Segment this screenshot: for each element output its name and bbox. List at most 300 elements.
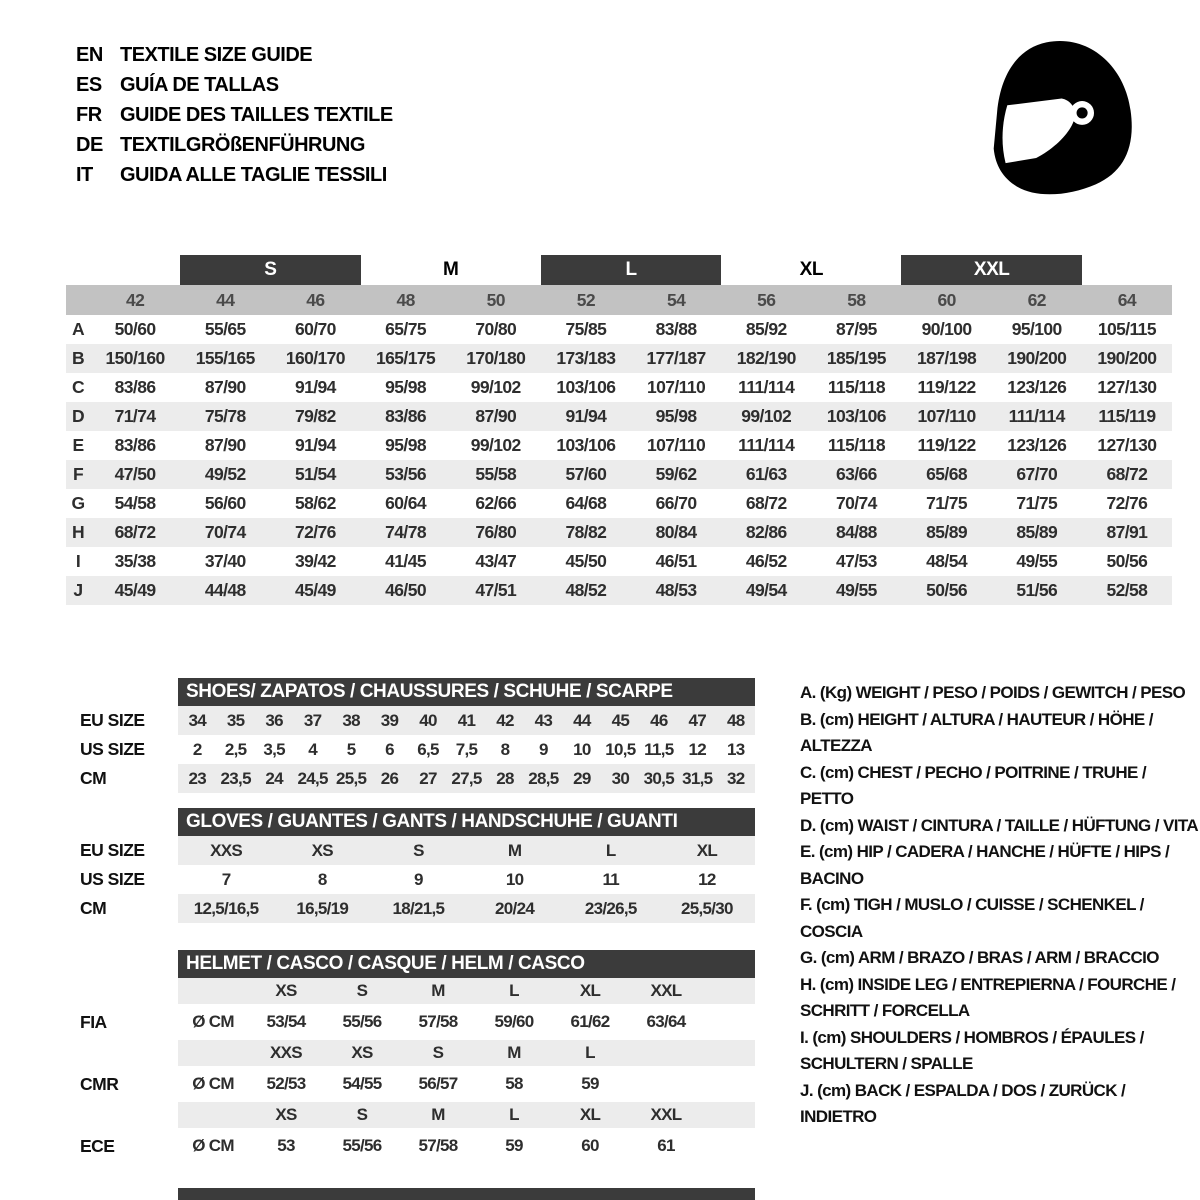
gloves-section (0, 808, 780, 923)
measure-value: 74/78 (385, 522, 426, 542)
legend-item: B. (cm) HEIGHT / ALTURA / HAUTEUR / HÖHE / ALTEZZA (800, 709, 1153, 755)
measure-value: 46/52 (745, 551, 787, 571)
standard-label: ECE (80, 1135, 115, 1156)
size-value: 6,5 (417, 739, 439, 759)
measure-value: 115/118 (827, 435, 885, 455)
size-value: S (413, 840, 424, 860)
measure-value: 111/114 (738, 377, 795, 397)
measure-value: 87/95 (836, 319, 877, 339)
measure-value: 46/51 (655, 551, 697, 571)
legend-item: C. (cm) CHEST / PECHO / POITRINE / TRUHE / PETTO (800, 762, 1147, 808)
size-value: 48 (727, 710, 745, 730)
helmet-size-label: M (431, 981, 445, 1000)
size-value: 9 (414, 869, 423, 889)
measure-value: 70/80 (475, 319, 517, 339)
measure-value: 90/100 (921, 319, 972, 339)
measure-row-h (66, 518, 1172, 547)
language-row (76, 70, 676, 100)
size-group-xl: XL (799, 259, 823, 280)
measure-value: 52/58 (1106, 580, 1148, 600)
row-label: E (72, 435, 84, 455)
unit-label: Ø CM (192, 1012, 234, 1031)
helmet-value-row-fia (0, 1004, 780, 1040)
measure-value: 64/68 (565, 493, 607, 513)
measure-value: 85/92 (745, 319, 787, 339)
numeric-size: 50 (486, 289, 505, 310)
numeric-size: 48 (396, 289, 415, 310)
measure-value: 56/60 (204, 493, 246, 513)
measure-value: 47/50 (114, 464, 156, 484)
numeric-size: 52 (576, 289, 596, 310)
helmet-value: 58 (505, 1074, 523, 1093)
language-code: IT (76, 163, 93, 186)
measure-row-i (66, 547, 1172, 576)
measure-value: 46/50 (385, 580, 426, 600)
measure-value: 95/98 (655, 406, 697, 426)
measure-value: 76/80 (475, 522, 517, 542)
size-value: 41 (457, 710, 476, 730)
measure-value: 70/74 (836, 493, 877, 513)
measure-value: 68/72 (114, 522, 156, 542)
size-value: 10 (505, 869, 524, 889)
measure-value: 99/102 (741, 406, 792, 426)
measure-value: 91/94 (295, 435, 336, 455)
measure-value: 185/195 (826, 348, 886, 368)
measure-value: 87/90 (475, 406, 517, 426)
helmet-value: 59 (581, 1074, 599, 1093)
legend-item: J. (cm) BACK / ESPALDA / DOS / ZURÜCK / INDIETRO (800, 1080, 1126, 1126)
size-row-label: EU SIZE (80, 840, 145, 860)
language-title: GUIDE DES TAILLES TEXTILE (120, 103, 393, 126)
measure-value: 49/55 (1016, 551, 1058, 571)
measure-value: 75/78 (204, 406, 246, 426)
helmet-value: 61/62 (570, 1012, 610, 1031)
measure-value: 45/49 (114, 580, 156, 600)
legend-item: H. (cm) INSIDE LEG / ENTREPIERNA / FOURCHE / SCHRITT / FORCELLA (800, 974, 1176, 1020)
language-code: DE (76, 133, 103, 156)
helmet-value: 63/64 (646, 1012, 686, 1031)
shoes-section (0, 678, 780, 793)
measure-value: 75/85 (565, 319, 607, 339)
measure-row-c (66, 373, 1172, 402)
measure-value: 71/75 (926, 493, 967, 513)
helmet-section (0, 950, 780, 1164)
size-row-cm (0, 764, 780, 793)
size-value: 45 (611, 710, 630, 730)
size-row-cm (0, 894, 780, 923)
helmet-size-label: XL (579, 1105, 601, 1124)
measure-value: 53/56 (385, 464, 426, 484)
legend-item: I. (cm) SHOULDERS / HOMBROS / ÉPAULES / SCHULTERN / SPALLE (800, 1027, 1144, 1073)
size-value: 10 (573, 739, 591, 759)
size-value: 23/26,5 (584, 898, 637, 918)
measure-value: 85/89 (926, 522, 967, 542)
row-label: I (75, 551, 81, 571)
legend-item: A. (Kg) WEIGHT / PESO / POIDS / GEWITCH / PESO (800, 683, 1186, 702)
row-label: A (71, 319, 85, 339)
size-value: 28 (496, 768, 514, 788)
helmet-size-band (178, 1040, 755, 1066)
helmet-value-band (178, 1004, 755, 1040)
size-value: 23,5 (220, 768, 251, 788)
row-label: F (72, 464, 84, 484)
size-group-header-row (66, 255, 1172, 285)
size-value: 5 (346, 739, 356, 759)
helmet-size-label: L (509, 981, 519, 1000)
measure-row-j (66, 576, 1172, 605)
measurement-legend (800, 680, 1200, 1131)
helmet-value-row-ece (0, 1128, 780, 1164)
measure-value: 45/49 (295, 580, 336, 600)
size-value: 12 (698, 869, 716, 889)
measure-value: 72/76 (1106, 493, 1148, 513)
size-row-band (178, 706, 755, 735)
size-group-m: M (443, 259, 459, 280)
size-group-xxl: XXL (901, 255, 1081, 285)
size-value: 30,5 (643, 768, 674, 788)
size-value: 26 (380, 768, 399, 788)
measure-value: 107/110 (647, 377, 706, 397)
helmet-size-label: XXL (650, 981, 682, 1000)
helmet-size-label: XS (351, 1043, 373, 1062)
helmet-size-label: XXS (270, 1043, 302, 1062)
numeric-size: 44 (216, 289, 235, 310)
size-value: 30 (611, 768, 630, 788)
size-value: 25,5/30 (680, 898, 733, 918)
size-value: 8 (500, 739, 510, 759)
measure-value: 123/126 (1007, 377, 1067, 397)
measure-value: 127/130 (1097, 377, 1157, 397)
measure-value: 99/102 (470, 435, 521, 455)
measure-value: 78/82 (565, 522, 607, 542)
size-value: 20/24 (495, 898, 535, 918)
row-label: J (73, 580, 83, 600)
measure-value: 173/183 (556, 348, 616, 368)
measure-value: 47/53 (836, 551, 877, 571)
helmet-size-row-cmr (0, 1040, 780, 1066)
measure-value: 60/70 (295, 319, 336, 339)
measure-value: 155/165 (195, 348, 255, 368)
measure-value: 59/62 (655, 464, 697, 484)
measure-row-g (66, 489, 1172, 518)
numeric-size: 42 (125, 289, 145, 310)
helmet-value: 53/54 (266, 1012, 306, 1031)
measure-value: 177/187 (646, 348, 706, 368)
measure-value: 54/58 (114, 493, 156, 513)
size-value: 27 (419, 768, 437, 788)
language-row (76, 160, 676, 190)
numeric-size-row (66, 285, 1172, 315)
size-row-label: US SIZE (80, 739, 145, 759)
measure-value: 80/84 (655, 522, 697, 542)
legend-item: E. (cm) HIP / CADERA / HANCHE / HÜFTE / HIPS / BACINO (800, 842, 1170, 888)
language-row (76, 130, 676, 160)
measure-value: 49/54 (745, 580, 787, 600)
row-label: D (71, 406, 85, 426)
size-row-eu-size (0, 836, 780, 865)
measure-value: 48/54 (926, 551, 967, 571)
numeric-size: 46 (306, 289, 325, 310)
size-value: 24,5 (297, 768, 328, 788)
size-value: 9 (539, 739, 548, 759)
measure-value: 37/40 (204, 551, 246, 571)
size-value: 24 (265, 768, 283, 788)
measure-value: 119/122 (917, 377, 976, 397)
measure-value: 187/198 (917, 348, 977, 368)
size-row-eu-size (0, 706, 780, 735)
size-value: 10,5 (605, 739, 636, 759)
size-value: 27,5 (451, 768, 482, 788)
measure-value: 91/94 (295, 377, 336, 397)
measure-value: 62/66 (475, 493, 517, 513)
measure-value: 160/170 (285, 348, 345, 368)
size-value: 4 (308, 739, 317, 759)
size-value: 35 (226, 710, 245, 730)
helmet-size-label: M (507, 1043, 521, 1062)
size-row-label: EU SIZE (80, 710, 145, 730)
numeric-size: 54 (666, 289, 686, 310)
helmet-value: 61 (657, 1136, 675, 1155)
measure-value: 48/52 (565, 580, 607, 600)
helmet-size-label: S (432, 1043, 444, 1062)
cutoff-section-bar (178, 1188, 755, 1200)
helmet-value: 55/56 (342, 1136, 382, 1155)
standard-label: FIA (80, 1011, 107, 1032)
size-value: 36 (265, 710, 283, 730)
size-value: 11,5 (644, 739, 674, 759)
size-value: 32 (727, 768, 745, 788)
size-value: 34 (188, 710, 206, 730)
measure-value: 103/106 (556, 435, 616, 455)
measure-value: 65/68 (926, 464, 967, 484)
legend-item: D. (cm) WAIST / CINTURA / TAILLE / HÜFTUNG / VITA (800, 815, 1199, 835)
measure-value: 47/51 (475, 580, 517, 600)
measure-value: 55/65 (204, 319, 246, 339)
helmet-value: 59 (505, 1136, 523, 1155)
measure-value: 41/45 (385, 551, 426, 571)
size-row-label: US SIZE (80, 869, 145, 889)
measure-value: 71/74 (114, 406, 156, 426)
size-value: 23 (188, 768, 206, 788)
measure-value: 83/86 (114, 377, 156, 397)
measure-value: 127/130 (1097, 435, 1157, 455)
measure-value: 72/76 (295, 522, 336, 542)
size-value: 39 (380, 710, 399, 730)
measure-value: 49/55 (836, 580, 877, 600)
size-value: 11 (602, 869, 620, 889)
measure-value: 48/53 (655, 580, 697, 600)
size-row-us-size (0, 735, 780, 764)
helmet-value: 60 (581, 1136, 599, 1155)
measure-value: 50/60 (114, 319, 156, 339)
language-row (76, 40, 676, 70)
size-value: M (507, 840, 522, 860)
helmet-value: 55/56 (342, 1012, 382, 1031)
legend-item: G. (cm) ARM / BRAZO / BRAS / ARM / BRACCIO (800, 948, 1159, 967)
size-value: 13 (727, 739, 745, 759)
measure-value: 190/200 (1097, 348, 1157, 368)
helmet-icon (975, 28, 1145, 203)
helmet-value: 53 (277, 1136, 295, 1155)
measure-value: 68/72 (745, 493, 787, 513)
measure-value: 87/91 (1106, 522, 1148, 542)
helmet-size-band (178, 978, 755, 1004)
helmet-size-label: S (356, 981, 368, 1000)
measure-value: 66/70 (655, 493, 697, 513)
helmet-size-label: XXL (650, 1105, 682, 1124)
measure-value: 107/110 (917, 406, 976, 426)
shoes-rows (0, 706, 780, 793)
measure-value: 95/98 (385, 435, 426, 455)
size-value: 18/21,5 (392, 898, 445, 918)
helmet-size-row-fia (0, 978, 780, 1004)
helmet-value: 57/58 (418, 1012, 458, 1031)
size-value: 2 (192, 739, 202, 759)
measure-value: 70/74 (204, 522, 246, 542)
size-value: 2,5 (224, 739, 247, 759)
size-value: 25,5 (335, 768, 367, 788)
measure-value: 107/110 (647, 435, 706, 455)
measure-value: 61/63 (745, 464, 787, 484)
size-value: 46 (650, 710, 668, 730)
measure-value: 182/190 (736, 348, 796, 368)
size-value: 44 (573, 710, 591, 730)
size-value: 12 (688, 739, 707, 759)
measure-value: 115/118 (827, 377, 885, 397)
unit-label: Ø CM (192, 1074, 234, 1093)
size-value: 40 (419, 710, 437, 730)
helmet-size-label: XS (275, 1105, 297, 1124)
size-row-band (178, 894, 755, 923)
size-value: XXS (210, 840, 243, 860)
measure-value: 51/56 (1016, 580, 1058, 600)
helmet-size-row-ece (0, 1102, 780, 1128)
helmet-value: 54/55 (342, 1074, 382, 1093)
measure-row-a (66, 315, 1172, 344)
measure-value: 83/86 (385, 406, 426, 426)
measure-value: 44/48 (204, 580, 246, 600)
measure-row-d (66, 402, 1172, 431)
size-row-band (178, 836, 755, 865)
size-value: 37 (303, 710, 322, 730)
helmet-size-label: S (356, 1105, 368, 1124)
size-group-s: S (180, 255, 360, 285)
size-row-band (178, 735, 755, 764)
size-row-band (178, 865, 755, 894)
shoes-section-header: SHOES/ ZAPATOS / CHAUSSURES / SCHUHE / SCARPE (178, 678, 755, 706)
measure-value: 68/72 (1106, 464, 1148, 484)
size-value: 3,5 (263, 739, 285, 759)
measure-value: 91/94 (565, 406, 607, 426)
measure-value: 111/114 (1008, 406, 1065, 426)
helmet-rows (0, 978, 780, 1164)
language-code: ES (76, 73, 102, 96)
helmet-value: 52/53 (266, 1074, 306, 1093)
measure-value: 83/88 (655, 319, 697, 339)
main-size-table (66, 255, 1172, 605)
measure-value: 79/82 (295, 406, 336, 426)
language-header (76, 40, 676, 190)
numeric-size: 58 (847, 289, 866, 310)
measure-row-b (66, 344, 1172, 373)
measure-value: 170/180 (466, 348, 526, 368)
measure-value: 55/58 (475, 464, 517, 484)
size-value: 47 (688, 710, 707, 730)
measure-value: 95/100 (1011, 319, 1062, 339)
language-code: EN (76, 43, 103, 66)
measure-value: 63/66 (836, 464, 877, 484)
measure-value: 87/90 (204, 377, 246, 397)
gloves-rows (0, 836, 780, 923)
numeric-size: 56 (757, 289, 776, 310)
size-value: 8 (317, 869, 327, 889)
measure-value: 84/88 (836, 522, 877, 542)
size-value: L (605, 840, 616, 860)
size-value: 7,5 (455, 739, 478, 759)
helmet-value: 57/58 (418, 1136, 458, 1155)
size-value: 12,5/16,5 (193, 898, 259, 918)
size-value: 31,5 (682, 768, 713, 788)
helmet-value: 56/57 (418, 1074, 458, 1093)
helmet-value-band (178, 1066, 755, 1102)
row-label: G (71, 493, 85, 513)
measure-value: 103/106 (826, 406, 886, 426)
measure-value: 51/54 (295, 464, 336, 484)
size-row-band (178, 764, 755, 793)
size-value: 28,5 (528, 768, 559, 788)
helmet-size-label: XS (275, 981, 297, 1000)
standard-label: CMR (80, 1073, 119, 1094)
measure-value: 103/106 (556, 377, 616, 397)
size-row-us-size (0, 865, 780, 894)
unit-label: Ø CM (192, 1136, 234, 1155)
helmet-value-band (178, 1128, 755, 1164)
helmet-section-header: HELMET / CASCO / CASQUE / HELM / CASCO (178, 950, 755, 978)
language-row (76, 100, 676, 130)
size-value: 38 (342, 710, 360, 730)
language-code: FR (76, 103, 102, 126)
measure-value: 165/175 (376, 348, 436, 368)
measure-value: 65/75 (385, 319, 426, 339)
measure-value: 39/42 (295, 551, 336, 571)
gloves-section-header: GLOVES / GUANTES / GANTS / HANDSCHUHE / GUANTI (178, 808, 755, 836)
measure-value: 50/56 (926, 580, 967, 600)
row-label: H (71, 522, 85, 542)
measure-value: 45/50 (565, 551, 607, 571)
size-value: XS (311, 840, 333, 860)
measure-value: 83/86 (114, 435, 156, 455)
size-group-l: L (541, 255, 721, 285)
helmet-size-band (178, 1102, 755, 1128)
size-row-label: CM (80, 768, 107, 788)
measure-value: 35/38 (114, 551, 156, 571)
helmet-size-label: XL (579, 981, 601, 1000)
measure-value: 43/47 (475, 551, 517, 571)
legend-item: F. (cm) TIGH / MUSLO / CUISSE / SCHENKEL / COSCIA (800, 895, 1144, 941)
row-label: B (71, 348, 85, 368)
numeric-size: 62 (1027, 289, 1046, 310)
size-value: 6 (385, 739, 394, 759)
helmet-value: 59/60 (494, 1012, 534, 1031)
measure-value: 111/114 (738, 435, 795, 455)
measure-row-e (66, 431, 1172, 460)
measure-value: 115/119 (1098, 406, 1156, 426)
measure-value: 50/56 (1106, 551, 1148, 571)
row-label: C (71, 377, 85, 397)
measure-value: 82/86 (745, 522, 787, 542)
measure-value: 58/62 (295, 493, 336, 513)
size-row-label: CM (80, 898, 107, 918)
